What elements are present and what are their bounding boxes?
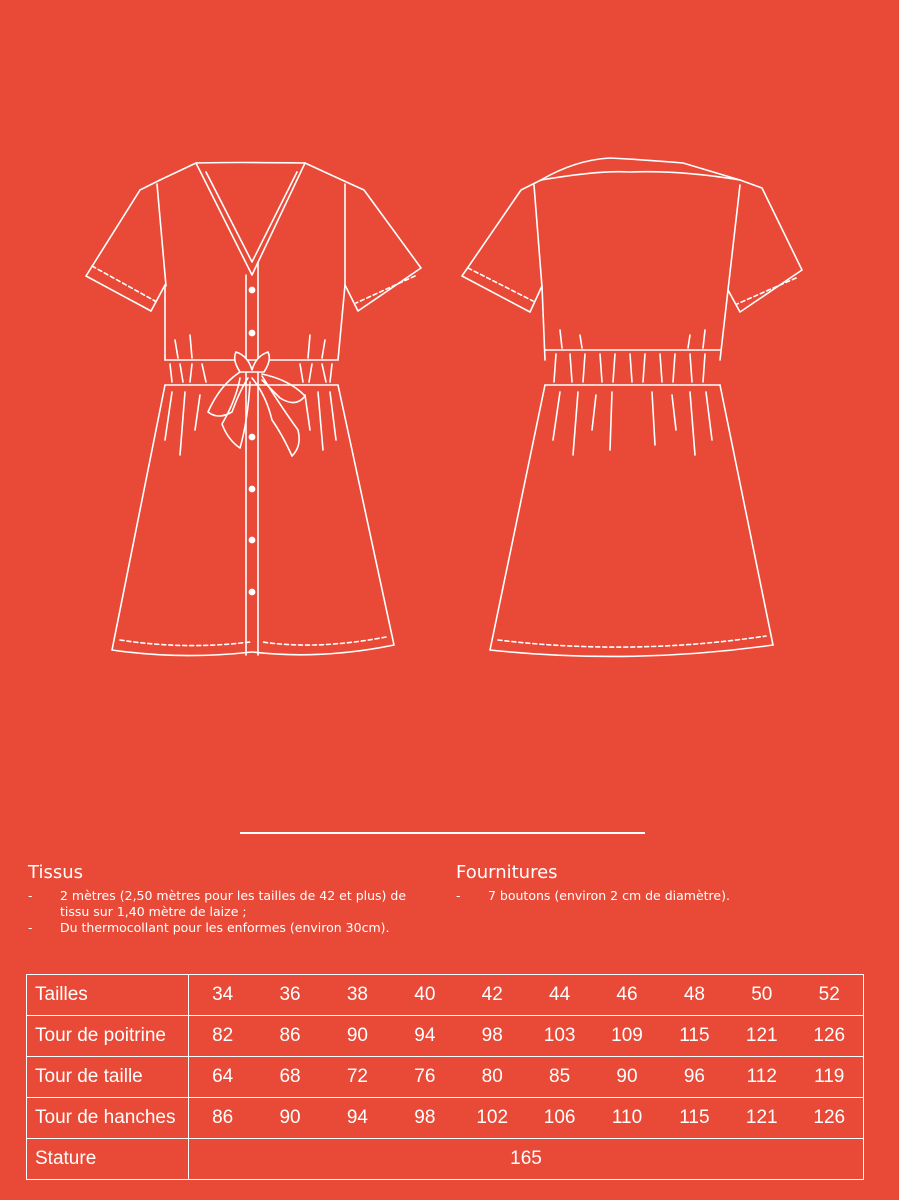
table-cell: 36 — [256, 975, 323, 1016]
row-label: Stature — [27, 1139, 189, 1180]
table-cell: 85 — [526, 1057, 593, 1098]
table-cell: 86 — [188, 1098, 256, 1139]
table-row — [27, 975, 864, 1016]
table-row — [27, 1057, 864, 1098]
tissus-list — [28, 888, 428, 936]
table-cell: 112 — [728, 1057, 795, 1098]
table-cell: 115 — [661, 1016, 728, 1057]
table-cell: 119 — [795, 1057, 863, 1098]
table-cell: 106 — [526, 1098, 593, 1139]
table-cell: 110 — [593, 1098, 660, 1139]
list-item — [456, 888, 876, 904]
table-cell: 40 — [391, 975, 458, 1016]
table-cell: 44 — [526, 975, 593, 1016]
table-cell: 90 — [324, 1016, 391, 1057]
size-chart-table — [26, 974, 864, 1180]
table-cell: 48 — [661, 975, 728, 1016]
bullet-dash: - — [28, 888, 33, 903]
table-cell: 94 — [324, 1098, 391, 1139]
tissus-heading: Tissus — [28, 862, 83, 883]
table-cell: 94 — [391, 1016, 458, 1057]
list-item — [28, 920, 428, 936]
table-cell: 126 — [795, 1016, 863, 1057]
dress-back-drawing — [462, 158, 802, 656]
row-label: Tour de hanches — [27, 1098, 189, 1139]
table-cell: 98 — [459, 1016, 526, 1057]
table-row — [27, 1139, 864, 1180]
table-cell: 80 — [459, 1057, 526, 1098]
table-cell: 121 — [728, 1098, 795, 1139]
table-cell: 68 — [256, 1057, 323, 1098]
table-cell: 126 — [795, 1098, 863, 1139]
table-cell: 98 — [391, 1098, 458, 1139]
row-label: Tailles — [27, 975, 189, 1016]
table-cell: 90 — [593, 1057, 660, 1098]
table-cell: 46 — [593, 975, 660, 1016]
bullet-dash: - — [456, 888, 461, 903]
table-row — [27, 1098, 864, 1139]
table-cell: 82 — [188, 1016, 256, 1057]
dress-front-drawing — [86, 163, 421, 656]
tissus-item-text: 2 mètres (2,50 mètres pour les tailles de 42 et plus) de tissu sur 1,40 mètre de laize ; — [60, 888, 407, 919]
table-cell: 121 — [728, 1016, 795, 1057]
tissus-item-text: Du thermocollant pour les enformes (environ 30cm). — [60, 920, 390, 935]
bullet-dash: - — [28, 920, 33, 935]
row-label: Tour de poitrine — [27, 1016, 189, 1057]
table-cell: 102 — [459, 1098, 526, 1139]
table-cell: 42 — [459, 975, 526, 1016]
table-cell: 90 — [256, 1098, 323, 1139]
section-divider — [240, 832, 645, 834]
table-cell: 115 — [661, 1098, 728, 1139]
fournitures-item-text: 7 boutons (environ 2 cm de diamètre). — [488, 888, 730, 903]
table-cell: 38 — [324, 975, 391, 1016]
table-cell: 96 — [661, 1057, 728, 1098]
table-row — [27, 1016, 864, 1057]
table-cell: 72 — [324, 1057, 391, 1098]
table-cell: 86 — [256, 1016, 323, 1057]
table-cell: 103 — [526, 1016, 593, 1057]
row-label: Tour de taille — [27, 1057, 189, 1098]
fournitures-heading: Fournitures — [456, 862, 558, 883]
table-cell: 64 — [188, 1057, 256, 1098]
table-cell: 76 — [391, 1057, 458, 1098]
table-cell: 109 — [593, 1016, 660, 1057]
stature-value: 165 — [188, 1139, 863, 1180]
table-cell: 34 — [188, 975, 256, 1016]
table-cell: 50 — [728, 975, 795, 1016]
list-item — [28, 888, 428, 920]
fournitures-list — [456, 888, 876, 904]
table-cell: 52 — [795, 975, 863, 1016]
